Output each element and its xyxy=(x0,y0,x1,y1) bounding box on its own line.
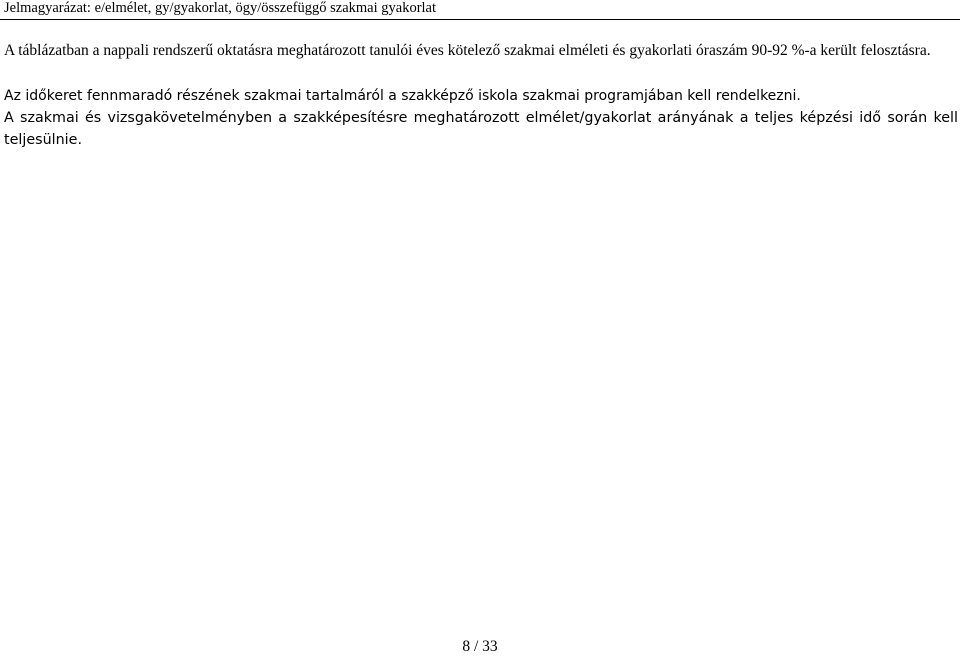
paragraph-hours-distribution: A táblázatban a nappali rendszerű oktatásra meghatározott tanulói éves kötelező szakmai elméleti és gyakorlati óraszám 90-92 %-a került felosztásra. xyxy=(4,42,931,59)
paragraph-theory-practice-ratio: A szakmai és vizsgakövetelményben a szakképesítésre meghatározott elmélet/gyakorlat arányának a teljes képzési idő során kell teljesülnie. xyxy=(4,110,958,148)
header-divider xyxy=(0,19,960,20)
legend-text: Jelmagyarázat: e/elmélet, gy/gyakorlat, ögy/összefüggő szakmai gyakorlat xyxy=(4,0,437,16)
paragraph-remaining-time: Az időkeret fennmaradó részének szakmai tartalmáról a szakképző iskola szakmai programjában kell rendelkezni. xyxy=(4,88,801,104)
page-number: 8 / 33 xyxy=(462,638,498,655)
